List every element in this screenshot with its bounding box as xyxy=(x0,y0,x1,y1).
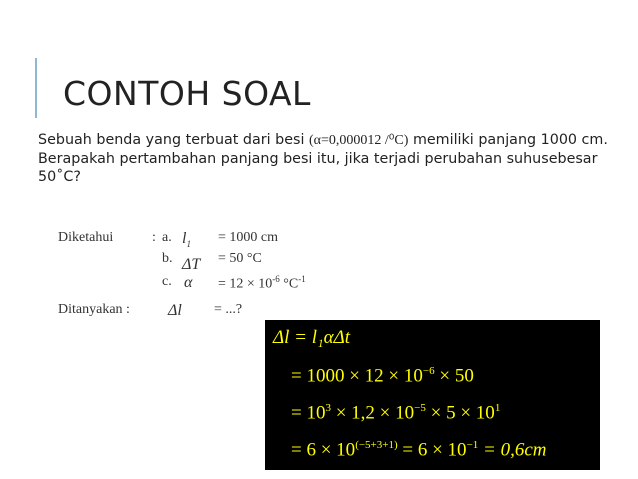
solution-equation-box xyxy=(265,320,600,470)
equation-line-1: Δl = l₁αΔt xyxy=(273,327,351,348)
alpha-note: (α=0,000012 /⁰C) xyxy=(309,133,409,148)
given-symbol-delta-t: ΔT xyxy=(182,256,201,273)
equation-line-2: = $1000 \times 12 \times 10^{-6} \times 50$ xyxy=(291,365,474,387)
slide-title: CONTOH SOAL xyxy=(63,74,311,113)
asked-symbol: Δl xyxy=(168,302,182,319)
problem-part2: memiliki panjang 1000 cm. Berapakah pertambahan panjang besi itu, jika terjadi perubahan suhusebesar 50˚C? xyxy=(38,132,608,185)
asked-value: = ...? xyxy=(214,302,243,317)
given-letter-b: b. xyxy=(162,251,173,266)
given-value-b: = 50 °C xyxy=(218,251,262,266)
given-colon: : xyxy=(152,230,156,245)
asked-label: Ditanyakan : xyxy=(58,302,130,317)
given-letter-a: a. xyxy=(162,230,172,245)
given-value-c: = $12 \times 10^{-6}$ $^\circ C^{-1}$ xyxy=(218,274,306,292)
given-label: Diketahui xyxy=(58,230,114,245)
equation-line-4: = $6 \times 10^{(-5+3+1)} = 6 \times 10^{-1} = 0,6cm$ xyxy=(291,439,547,461)
given-symbol-l: $l_1$ xyxy=(182,230,191,250)
problem-part1: Sebuah benda yang terbuat dari besi xyxy=(38,132,309,148)
given-value-a: = 1000 cm xyxy=(218,230,278,245)
given-symbol-alpha: α xyxy=(184,274,193,291)
equation-line-3: = $10^3 \times 1,2 \times 10^{-5} \times 5 \times 10^1$ xyxy=(291,402,501,424)
problem-text xyxy=(38,131,628,186)
given-letter-c: c. xyxy=(162,274,172,289)
title-accent-bar xyxy=(35,58,37,118)
